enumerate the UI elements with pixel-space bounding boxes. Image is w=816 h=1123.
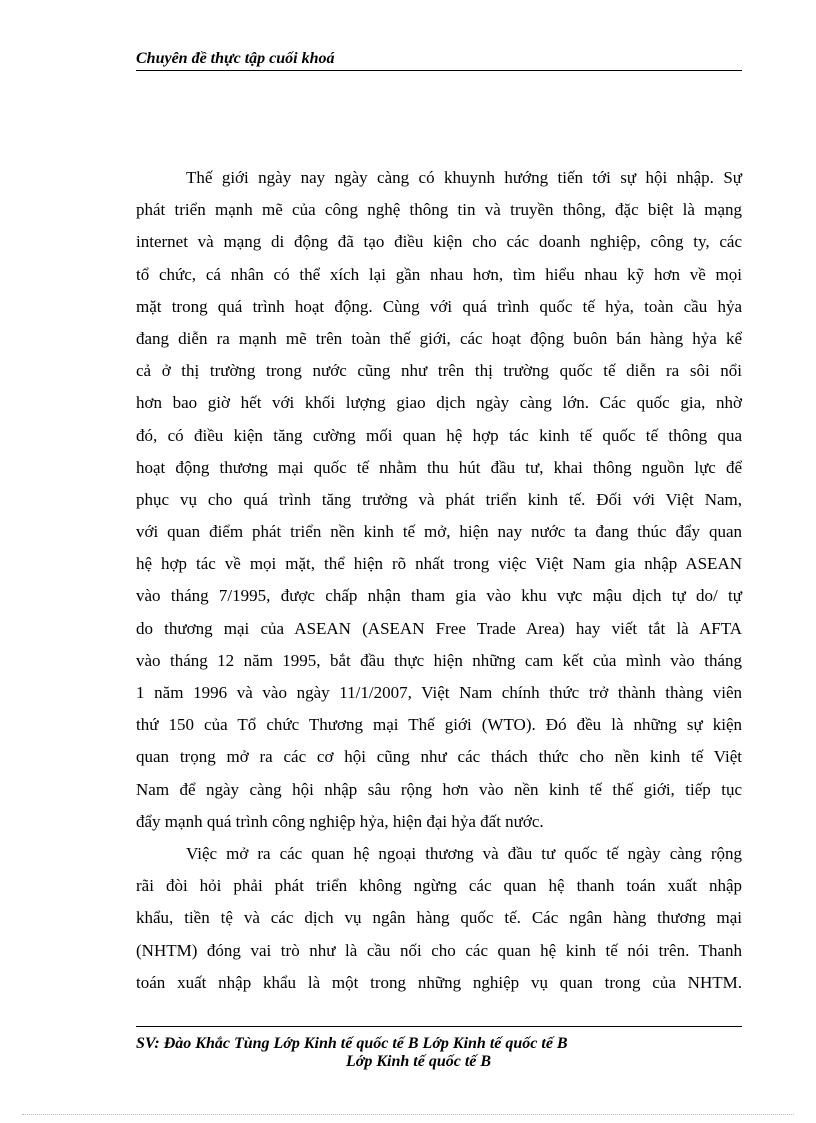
text-line: Việc mở ra các quan hệ ngoại thương và đầu tư quốc tế ngày càng rộng — [186, 843, 742, 863]
text-line: hệ hợp tác về mọi mặt, thể hiện rõ nhất trong việc Việt Nam gia nhập ASEAN — [136, 554, 742, 574]
text-line: khẩu, tiền tệ và các dịch vụ ngân hàng quốc tế. Các ngân hàng thương mại — [136, 908, 742, 928]
text-line: do thương mại của ASEAN (ASEAN Free Trade Area) hay viết tắt là AFTA — [136, 618, 742, 638]
page-edge-divider — [22, 1114, 794, 1115]
text-line: Nam để ngày càng hội nhập sâu rộng hơn vào nền kinh tế thế giới, tiếp tục — [136, 779, 742, 799]
text-line: đẩy mạnh quá trình công nghiệp hỷa, hiện đại hỷa đất nước. — [136, 811, 544, 831]
document-body — [136, 162, 742, 999]
text-line: cả ở thị trường trong nước cũng như trên thị trường quốc tế diễn ra sôi nổi — [136, 361, 742, 381]
text-line: vào tháng 7/1995, được chấp nhận tham gia vào khu vực mậu dịch tự do/ tự — [136, 586, 742, 606]
text-line: thứ 150 của Tổ chức Thương mại Thế giới (WTO). Đó đều là những sự kiện — [136, 715, 742, 735]
text-line: internet và mạng di động đã tạo điều kiện cho các doanh nghiệp, công ty, các — [136, 232, 742, 252]
header-title: Chuyên đề thực tập cuối khoá — [136, 50, 335, 67]
footer-line-2: Lớp Kinh tế quốc tế B — [346, 1053, 492, 1070]
page-footer — [136, 1026, 742, 1071]
text-line: hơn bao giờ hết với khối lượng giao dịch ngày càng lớn. Các quốc gia, nhờ — [136, 393, 742, 413]
text-line: phục vụ cho quá trình tăng trưởng và phát triển kinh tế. Đối với Việt Nam, — [136, 489, 742, 509]
text-line: hoạt động thương mại quốc tế nhằm thu hút đầu tư, khai thông nguồn lực để — [136, 457, 742, 477]
page-header — [136, 50, 742, 71]
text-line: (NHTM) đóng vai trò như là cầu nối cho các quan hệ kinh tế nói trên. Thanh — [136, 940, 742, 960]
text-line: toán xuất nhập khẩu là một trong những nghiệp vụ quan trong của NHTM. — [136, 972, 742, 992]
text-line: đó, có điều kiện tăng cường mối quan hệ hợp tác kinh tế quốc tế thông qua — [136, 425, 742, 445]
text-line: tổ chức, cá nhân có thể xích lại gần nhau hơn, tìm hiểu nhau kỹ hơn về mọi — [136, 264, 742, 284]
text-line: đang diễn ra mạnh mẽ trên toàn thế giới, các hoạt động buôn bán hàng hỷa kể — [136, 328, 742, 348]
text-line: với quan điểm phát triển nền kinh tế mở, hiện nay nước ta đang thúc đẩy quan — [136, 522, 742, 542]
text-line: 1 năm 1996 và vào ngày 11/1/2007, Việt Nam chính thức trở thành thàng viên — [136, 683, 742, 702]
text-line: rãi đòi hỏi phải phát triển không ngừng các quan hệ thanh toán xuất nhập — [136, 876, 742, 896]
text-line: quan trọng mở ra các cơ hội cũng như các thách thức cho nền kinh tế Việt — [136, 747, 742, 767]
footer-line-1: SV: Đào Khắc Tùng Lớp Kinh tế quốc tế B Lớp Kinh tế quốc tế B — [136, 1035, 568, 1052]
text-line: phát triển mạnh mẽ của công nghệ thông tin và truyền thông, đặc biệt là mạng — [136, 200, 742, 220]
text-line: Thế giới ngày nay ngày càng có khuynh hướng tiến tới sự hội nhập. Sự — [186, 168, 742, 187]
text-line: mặt trong quá trình hoạt động. Cùng với quá trình quốc tế hỷa, toàn cầu hỷa — [136, 296, 742, 316]
text-line: vào tháng 12 năm 1995, bắt đầu thực hiện những cam kết của mình vào tháng — [136, 650, 742, 670]
